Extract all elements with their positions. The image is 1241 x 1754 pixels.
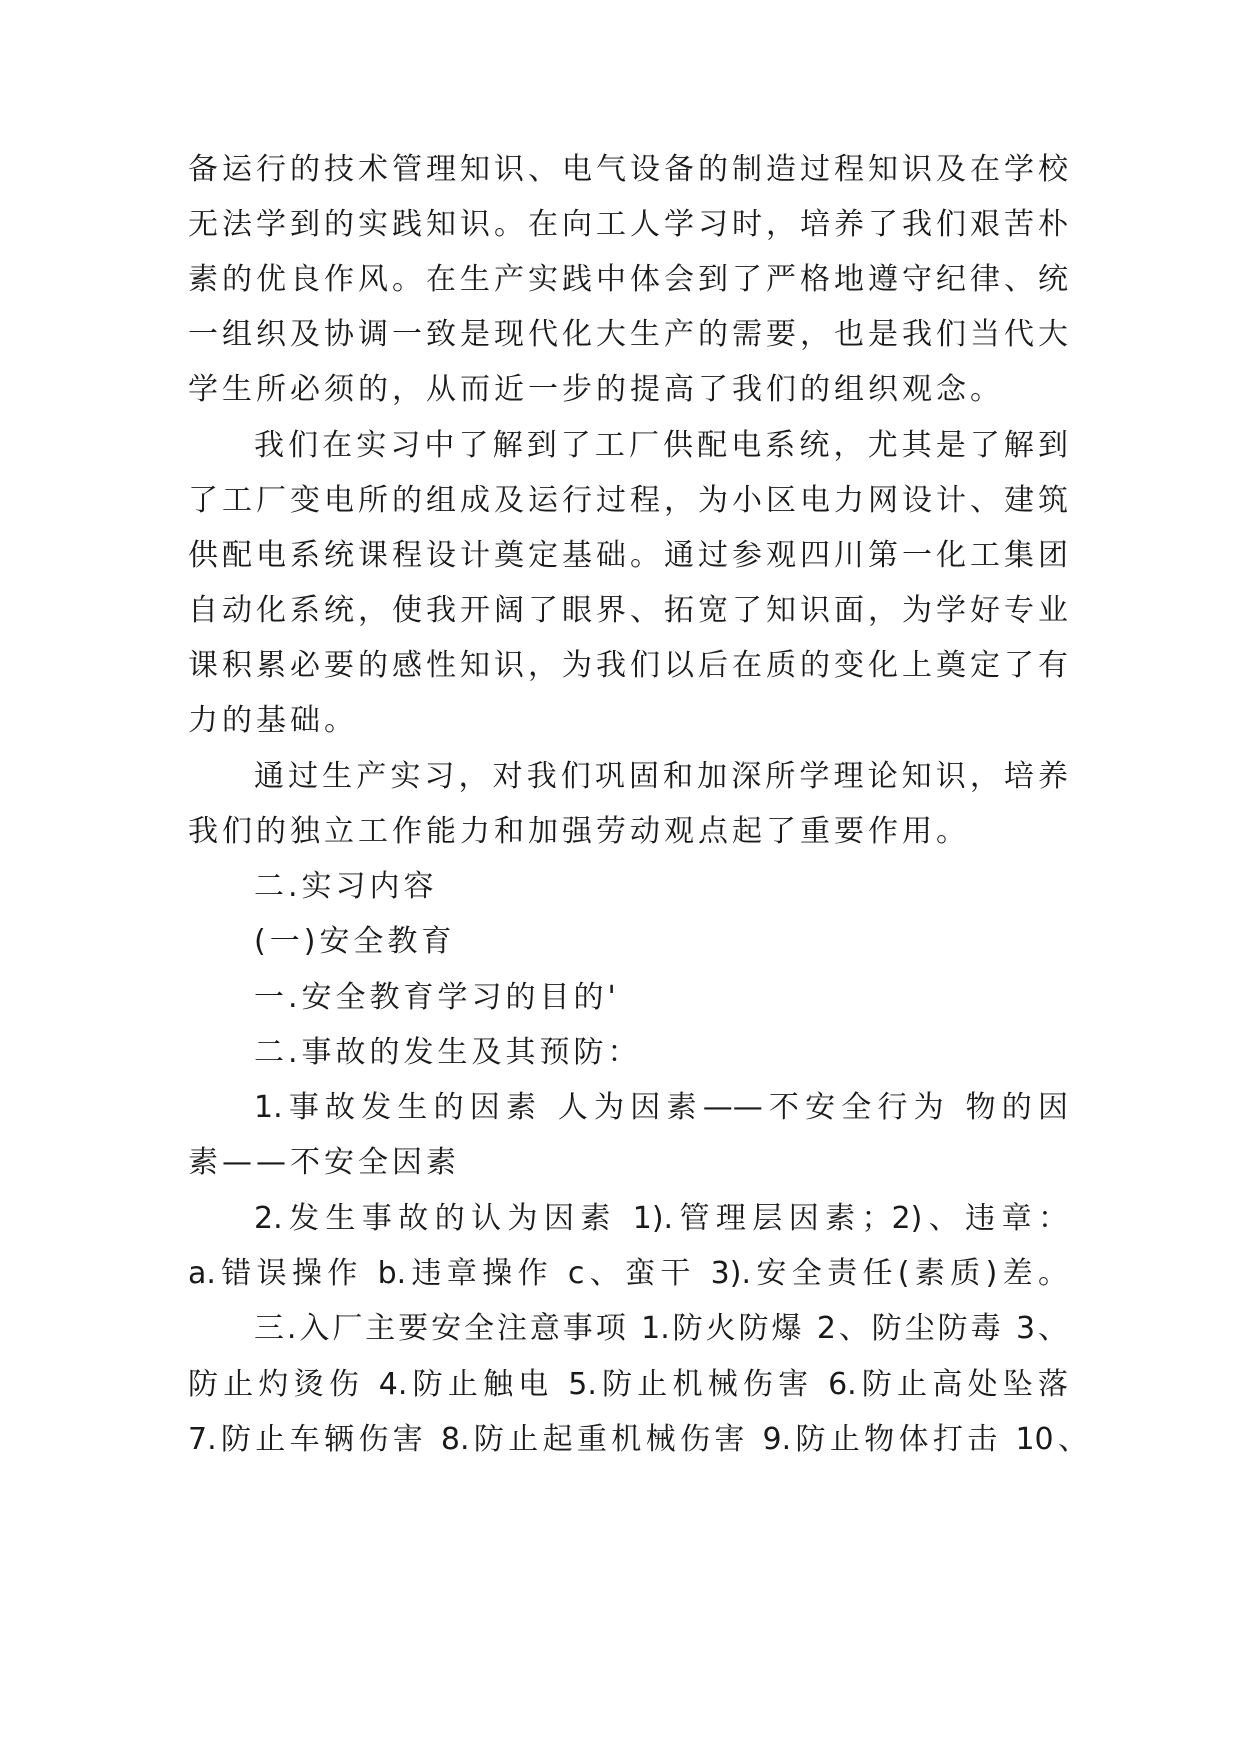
list-heading: 二.事故的发生及其预防： xyxy=(254,1035,642,1070)
list-heading: 一.安全教育学习的目的' xyxy=(254,980,620,1015)
text-line: 素——不安全因素 xyxy=(188,1145,460,1180)
section-heading: 二.实习内容 xyxy=(254,869,438,904)
text-line: 一组织及协调一致是现代化大生产的需要，也是我们当代大 xyxy=(188,317,1068,352)
paragraph-first-line: 我们在实习中了解到了工厂供配电系统，尤其是了解到 xyxy=(254,428,1068,463)
list-item: 1.事故发生的因素 人为因素——不安全行为 物的因 xyxy=(254,1090,1068,1125)
text-line: 供配电系统课程设计奠定基础。通过参观四川第一化工集团 xyxy=(188,538,1068,573)
subsection-heading: (一)安全教育 xyxy=(254,924,456,959)
text-line: 防止灼烫伤 4.防止触电 5.防止机械伤害 6.防止高处坠落 xyxy=(188,1367,1068,1402)
text-line: 力的基础。 xyxy=(188,703,358,738)
text-line: 课积累必要的感性知识，为我们以后在质的变化上奠定了有 xyxy=(188,648,1068,683)
text-line: 备运行的技术管理知识、电气设备的制造过程知识及在学校 xyxy=(188,152,1068,187)
text-line: a.错误操作 b.违章操作 c、蛮干 3).安全责任(素质)差。 xyxy=(188,1256,1068,1291)
text-line: 无法学到的实践知识。在向工人学习时，培养了我们艰苦朴 xyxy=(188,207,1068,242)
text-line: 学生所必须的，从而近一步的提高了我们的组织观念。 xyxy=(188,372,1004,407)
list-item: 2.发生事故的认为因素 1).管理层因素；2)、违章： xyxy=(254,1201,1068,1236)
paragraph-first-line: 通过生产实习，对我们巩固和加深所学理论知识，培养 xyxy=(254,759,1068,794)
text-line: 7.防止车辆伤害 8.防止起重机械伤害 9.防止物体打击 10、 xyxy=(188,1422,1088,1457)
list-item: 三.入厂主要安全注意事项 1.防火防爆 2、防尘防毒 3、 xyxy=(254,1311,1068,1346)
text-line: 素的优良作风。在生产实践中体会到了严格地遵守纪律、统 xyxy=(188,262,1068,297)
text-line: 了工厂变电所的组成及运行过程，为小区电力网设计、建筑 xyxy=(188,483,1068,518)
text-line: 自动化系统，使我开阔了眼界、拓宽了知识面，为学好专业 xyxy=(188,593,1068,628)
text-line: 我们的独立工作能力和加强劳动观点起了重要作用。 xyxy=(188,814,970,849)
